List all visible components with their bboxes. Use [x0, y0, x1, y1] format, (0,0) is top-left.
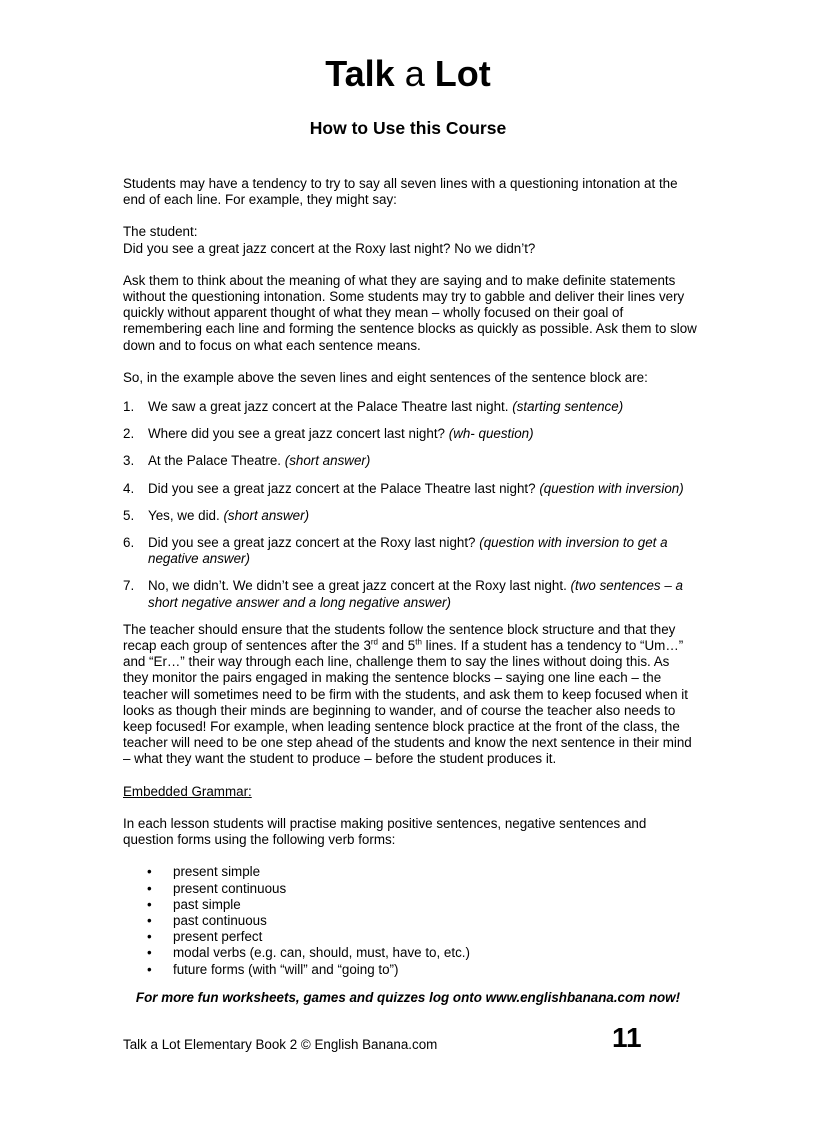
promo-line: For more fun worksheets, games and quizzes log onto www.englishbanana.com now!: [135, 990, 681, 1005]
page-number: 11: [612, 1022, 642, 1053]
list-item: 5. Yes, we did. (short answer): [123, 507, 310, 523]
title-talk: Talk: [325, 53, 395, 94]
sentence-block-list: [123, 399, 698, 611]
main-content: [123, 176, 698, 990]
bullet-icon: •: [147, 929, 152, 945]
advice-paragraph: Ask them to think about the meaning of what they are saying and to make definite statements without the questioning intonation. Some students may try to gabble and deliver their lines very quickly without apparent thought of what they mean – wholly focused on their goal of remembering each line and forming the sentence blocks as quickly as possible. Ask them to slow down and to focus on what each sentence means.: [123, 272, 697, 353]
block-intro-paragraph: So, in the example above the seven lines and eight sentences of the sentence block are:: [123, 369, 648, 385]
list-item: 1. We saw a great jazz concert at the Palace Theatre last night. (starting sentence): [123, 399, 624, 415]
list-item: 3. At the Palace Theatre. (short answer): [123, 453, 371, 469]
title-lot: Lot: [434, 53, 491, 94]
student-example: [123, 224, 698, 256]
student-line: Did you see a great jazz concert at the Roxy last night? No we didn’t?: [123, 240, 536, 256]
bullet-icon: •: [147, 864, 152, 880]
bullet-icon: •: [147, 912, 152, 928]
list-item: • future forms (with “will” and “going to”): [147, 961, 399, 977]
list-item: 6. Did you see a great jazz concert at the Roxy last night? (question with inversion to get a negative answer): [123, 535, 668, 567]
grammar-heading: Embedded Grammar:: [123, 783, 252, 799]
list-item: 2. Where did you see a great jazz concert last night? (wh- question): [123, 426, 534, 442]
bullet-icon: •: [147, 896, 152, 912]
page-title: [0, 52, 816, 96]
list-item: • past continuous: [147, 912, 267, 928]
grammar-intro: In each lesson students will practise making positive sentences, negative sentences and question forms using the following verb forms:: [123, 815, 647, 848]
list-item: 4. Did you see a great jazz concert at the Palace Theatre last night? (question with inversion): [123, 480, 684, 496]
list-item: • past simple: [147, 896, 241, 912]
title-a: a: [404, 53, 425, 94]
bullet-icon: •: [147, 880, 152, 896]
list-item: • present perfect: [147, 929, 263, 945]
teacher-paragraph: The teacher should ensure that the students follow the sentence block structure and that they recap each group of sentences after the 3rd and 5th lines. If a student has a tendency to “Um…” and “Er…” their way through each line, challenge them to say the lines without doing this. As they monitor the pairs engaged in making the sentence blocks – saying one line each – the teacher will sometimes need to be firm with the students, and ask them to keep focused when it looks as though their minds are beginning to wander, and of course the teacher also needs to keep focused! For example, when leading sentence block practice at the front of the class, the teacher will need to be one step ahead of the students and know the next sentence in their mind – what they want the student to produce – before the student produces it.: [123, 621, 692, 767]
intro-paragraph: Students may have a tendency to try to say all seven lines with a questioning intonation at the end of each line. For example, they might say:: [123, 176, 678, 208]
list-item: • present continuous: [147, 880, 287, 896]
student-label: The student:: [123, 224, 198, 240]
verb-forms-list: [123, 864, 698, 977]
list-item: 7. No, we didn’t. We didn’t see a great jazz concert at the Roxy last night. (two sentences – a short negative answer and a long negative answer): [123, 578, 683, 610]
bullet-icon: •: [147, 945, 152, 961]
list-item: • modal verbs (e.g. can, should, must, have to, etc.): [147, 945, 470, 961]
page-subtitle: How to Use this Course: [309, 118, 507, 138]
bullet-icon: •: [147, 961, 152, 977]
list-item: • present simple: [147, 864, 261, 880]
footer-text: Talk a Lot Elementary Book 2 © English Banana.com: [123, 1037, 438, 1052]
